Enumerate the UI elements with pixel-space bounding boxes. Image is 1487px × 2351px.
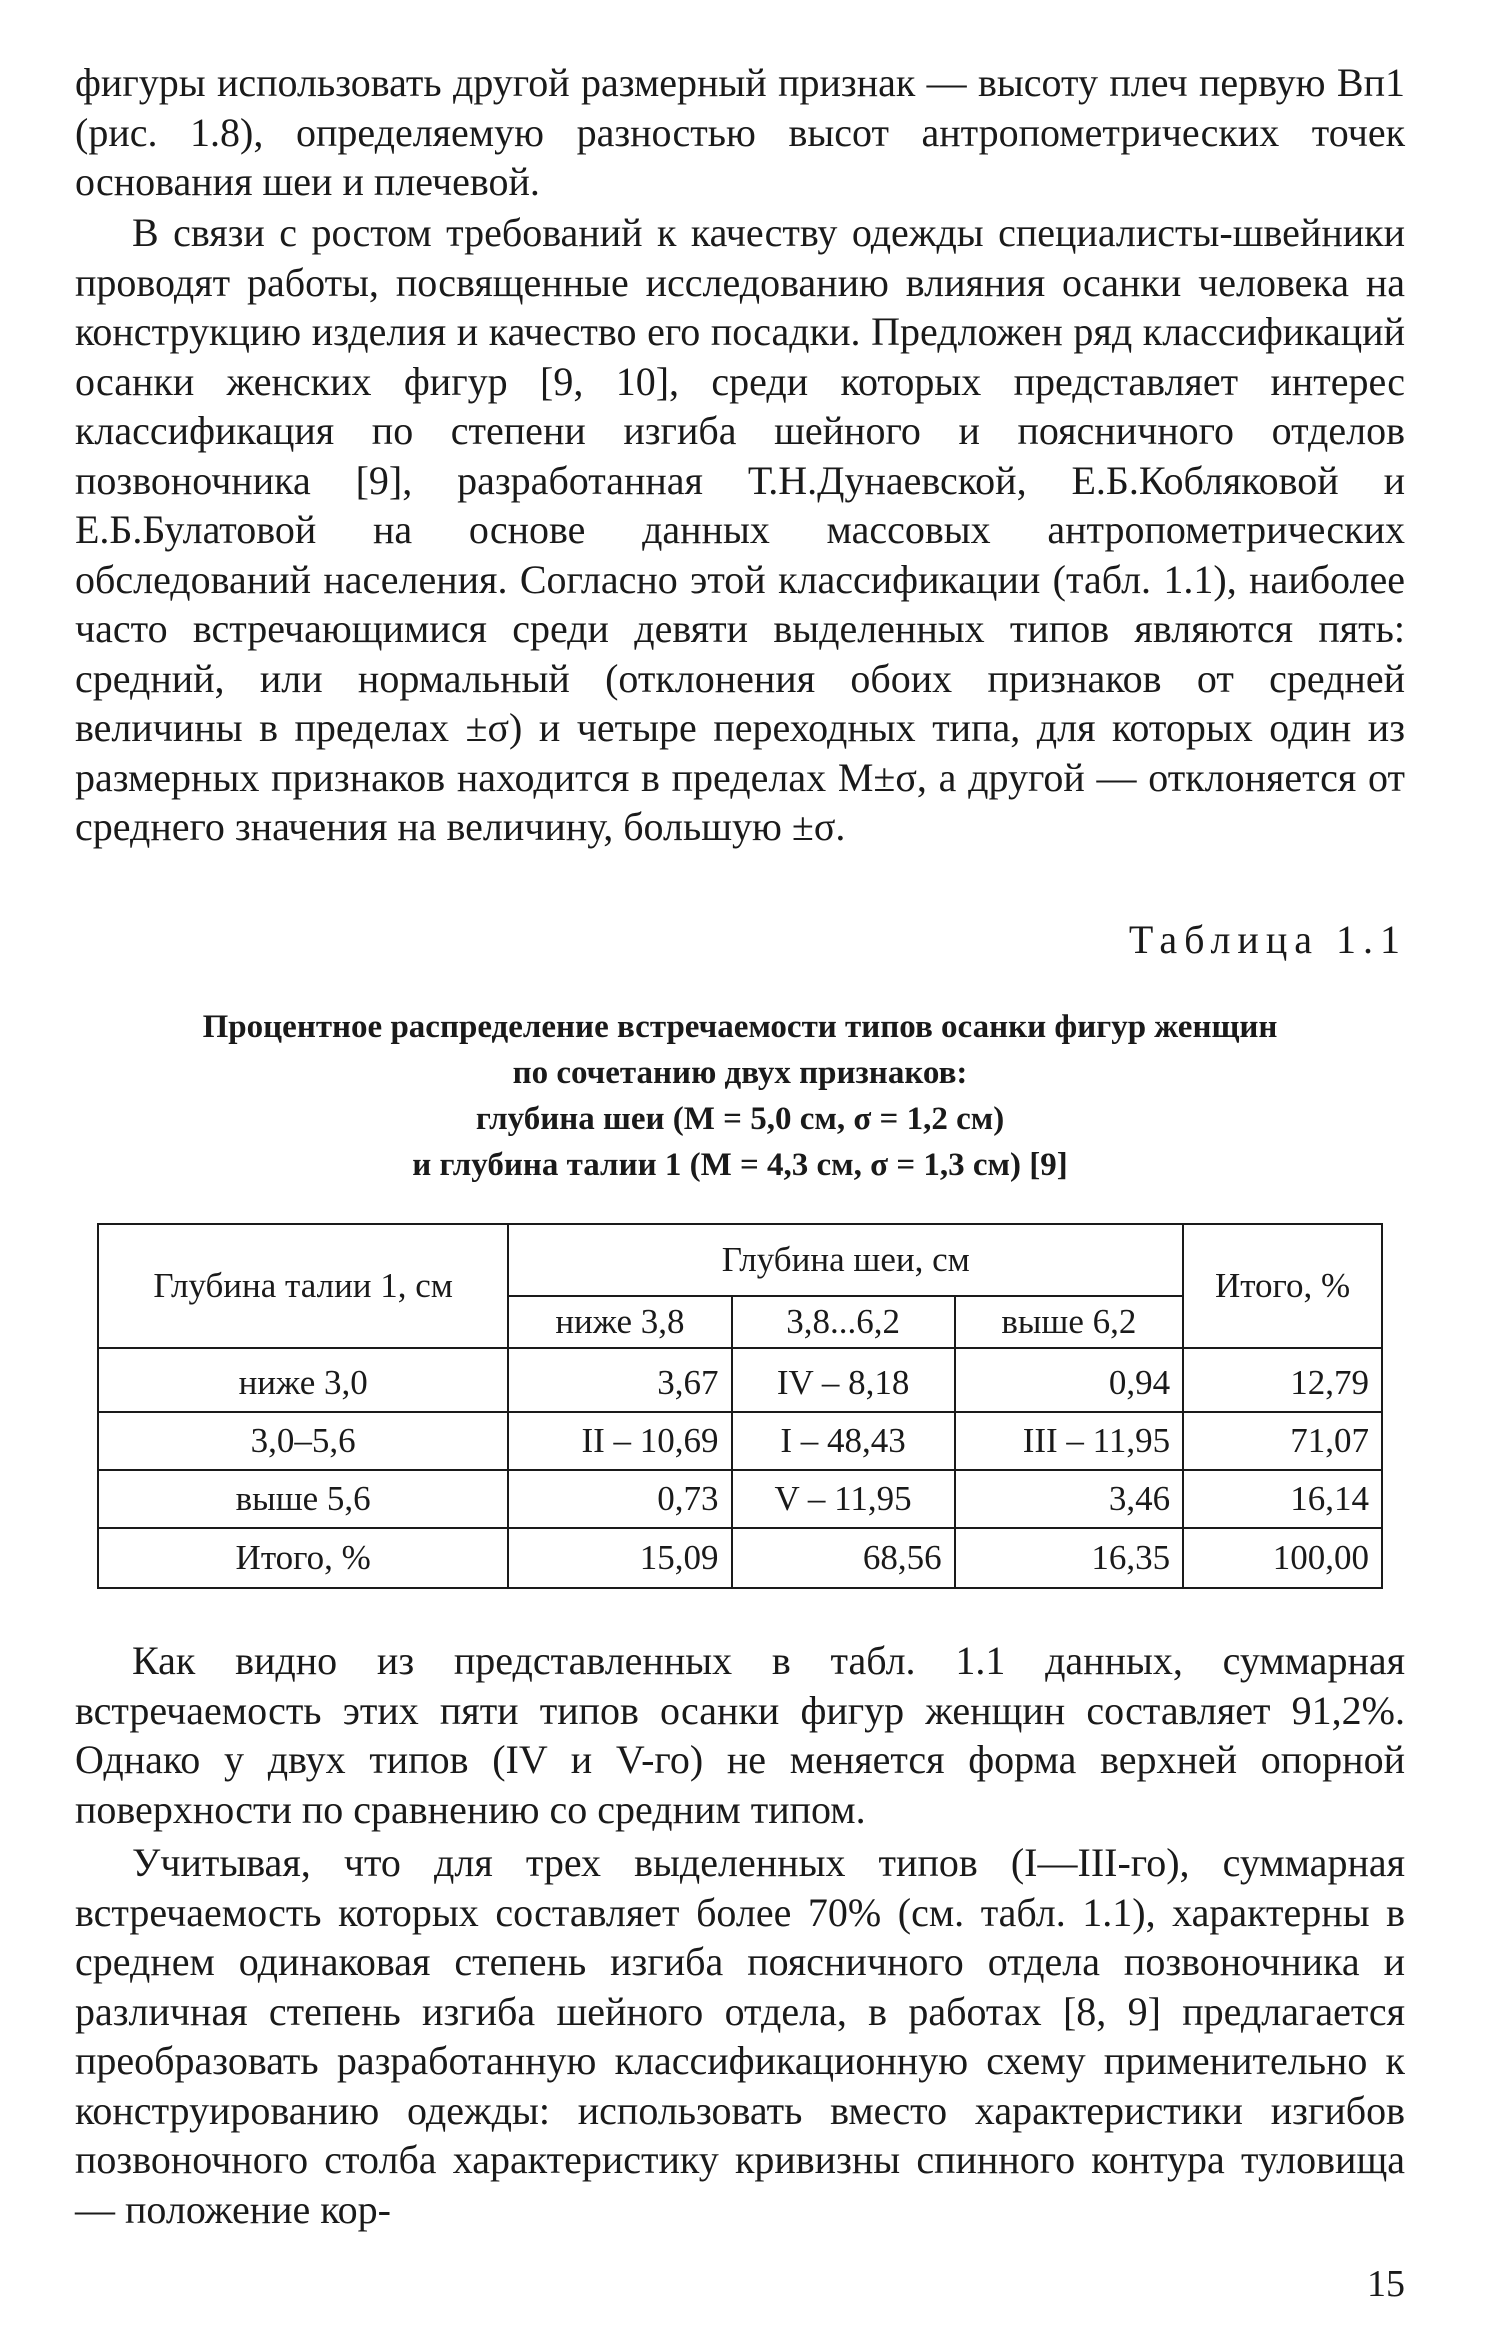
table-cell: III – 11,95	[955, 1412, 1183, 1470]
table-title	[75, 1004, 1405, 1188]
table-cell: 3,46	[955, 1470, 1183, 1528]
table-cell: 68,56	[732, 1528, 955, 1588]
table-row	[98, 1470, 1382, 1528]
table-cell: 3,67	[508, 1348, 731, 1412]
row-total: 16,14	[1183, 1470, 1382, 1528]
table-cell: V – 11,95	[732, 1470, 955, 1528]
table-cell: II – 10,69	[508, 1412, 731, 1470]
paragraph-4: Учитывая, что для трех выделенных типов (I—III-го), суммарная встречаемость которых составляет более 70% (см. табл. 1.1), характерны в среднем одинаковая степень изгиба поясничного отдела позвоночника и различная степень изгиба шейного отдела, в работах [8, 9] предлагается преобразовать разработанную классификационную схему применительно к конструированию одежды: использовать вместо характеристики изгибов позвоночного столба характеристику кривизны спинного контура туловища — положение кор-	[75, 1840, 1405, 2232]
table-cell: I – 48,43	[732, 1412, 955, 1470]
paragraph-1: фигуры использовать другой размерный признак — высоту плеч первую Вп1 (рис. 1.8), определяемую разностью высот антропометрических точек основания шеи и плечевой.	[75, 60, 1405, 204]
row-total: 71,07	[1183, 1412, 1382, 1470]
total-row-label: Итого, %	[98, 1528, 508, 1588]
table-total-row	[98, 1528, 1382, 1588]
table-row	[98, 1348, 1382, 1412]
row-header-cell: Глубина талии 1, см	[98, 1224, 508, 1348]
data-table	[97, 1223, 1383, 1589]
table-row	[98, 1412, 1382, 1470]
column-header: выше 6,2	[955, 1296, 1183, 1348]
row-total: 12,79	[1183, 1348, 1382, 1412]
table-cell: 0,94	[955, 1348, 1183, 1412]
table-cell: 15,09	[508, 1528, 731, 1588]
table-title-line: глубина шеи (М = 5,0 см, σ = 1,2 см)	[475, 1101, 1005, 1137]
table-title-line: и глубина талии 1 (М = 4,3 см, σ = 1,3 см) [9]	[412, 1147, 1068, 1183]
table-cell: 16,35	[955, 1528, 1183, 1588]
row-label: 3,0–5,6	[98, 1412, 508, 1470]
table-title-line: Процентное распределение встречаемости типов осанки фигур женщин	[202, 1009, 1278, 1045]
table-label: Таблица 1.1	[1128, 917, 1407, 962]
grand-total: 100,00	[1183, 1528, 1382, 1588]
table-header-row	[98, 1224, 1382, 1296]
row-label: ниже 3,0	[98, 1348, 508, 1412]
table-cell: IV – 8,18	[732, 1348, 955, 1412]
row-label: выше 5,6	[98, 1470, 508, 1528]
table-title-line: по сочетанию двух признаков:	[512, 1055, 968, 1091]
total-header-cell: Итого, %	[1183, 1224, 1382, 1348]
table-cell: 0,73	[508, 1470, 731, 1528]
paragraph-2: В связи с ростом требований к качеству одежды специалисты-швейники проводят работы, посвященные исследованию влияния осанки человека на конструкцию изделия и качество его посадки. Предложен ряд классификаций осанки женских фигур [9, 10], среди которых представляет интерес классификация по степени изгиба шейного и поясничного отделов позвоночника [9], разработанная Т.Н.Дунаевской, Е.Б.Кобляковой и Е.Б.Булатовой на основе данных массовых антропометрических обследований населения. Согласно этой классификации (табл. 1.1), наиболее часто встречающимися среди девяти выделенных типов являются пять: средний, или нормальный (отклонения обоих признаков от средней величины в пределах ±σ) и четыре переходных типа, для которых один из размерных признаков находится в пределах М±σ, а другой — отклоняется от среднего значения на величину, большую ±σ.	[75, 210, 1405, 849]
column-header: ниже 3,8	[508, 1296, 731, 1348]
paragraph-3: Как видно из представленных в табл. 1.1 данных, суммарная встречаемость этих пяти типов осанки фигур женщин составляет 91,2%. Однако у двух типов (IV и V-го) не меняется форма верхней опорной поверхности по сравнению со средним типом.	[75, 1638, 1405, 1832]
column-header: 3,8...6,2	[732, 1296, 955, 1348]
page-number: 15	[1367, 2263, 1405, 2305]
group-header-cell: Глубина шеи, см	[508, 1224, 1183, 1296]
